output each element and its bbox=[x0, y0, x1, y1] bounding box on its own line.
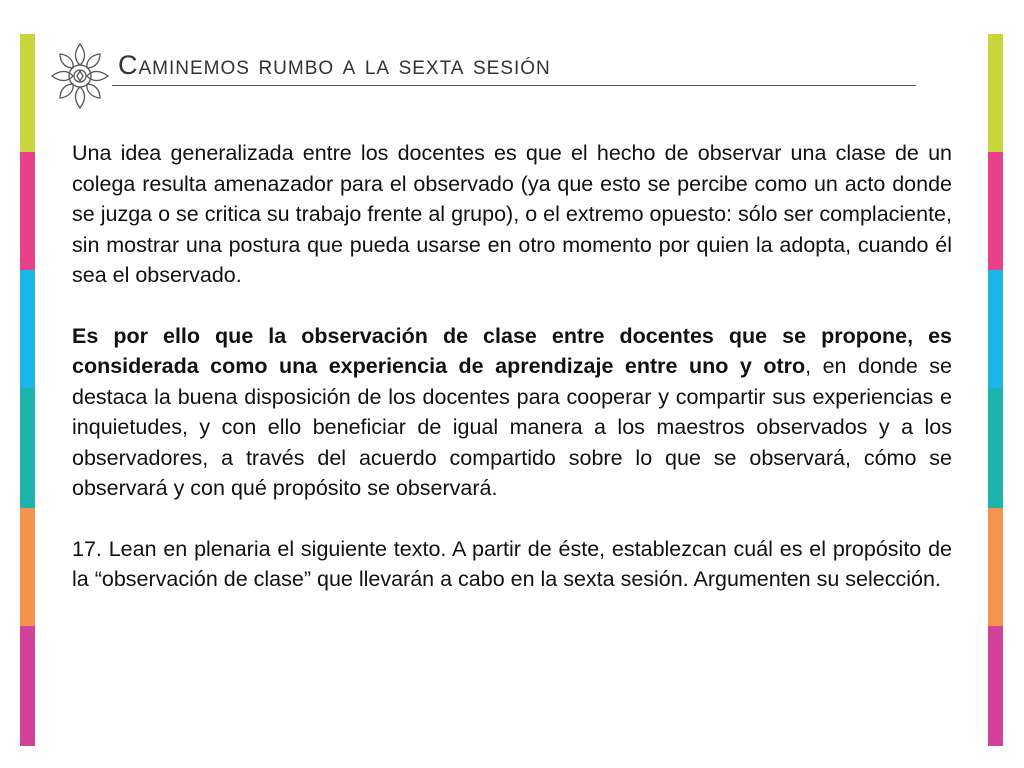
stripe-segment-blue bbox=[20, 270, 35, 388]
stripe-segment-orange bbox=[988, 508, 1003, 626]
paragraph-2 bbox=[72, 321, 952, 504]
stripe-segment-lime bbox=[988, 34, 1003, 152]
stripe-segment-blue bbox=[988, 270, 1003, 388]
stripe-segment-orange bbox=[20, 508, 35, 626]
stripe-segment-teal bbox=[20, 388, 35, 508]
page-title: Caminemos rumbo a la sexta sesión bbox=[118, 50, 551, 80]
title-divider bbox=[112, 85, 916, 86]
stripe-segment-teal bbox=[988, 388, 1003, 508]
paragraph-2-bold: Es por ello que la observación de clase entre docentes que se propone, es considerada como una experiencia de aprendizaje entre uno y otro bbox=[72, 323, 952, 378]
stripe-segment-magenta bbox=[20, 626, 35, 746]
right-color-stripe bbox=[988, 34, 1003, 746]
stripe-segment-lime bbox=[20, 34, 35, 152]
paragraph-2-rest: , en donde se destaca la buena disposición de los docentes para cooperar y compartir sus experiencias e inquietudes, y con ello beneficiar de igual manera a los maestros observados y a los observadores, a través del acuerdo compartido sobre lo que se observará, cómo se observará y con qué propósito se observará. bbox=[72, 354, 952, 500]
stripe-segment-pink bbox=[20, 152, 35, 270]
left-color-stripe bbox=[20, 34, 35, 746]
paragraph-3-activity: 17. Lean en plenaria el siguiente texto. A partir de éste, establezcan cuál es el propósito de la “observación de clase” que llevarán a cabo en la sexta sesión. Argumenten su selección. bbox=[72, 536, 952, 591]
paragraph-1: Una idea generalizada entre los docentes es que el hecho de observar una clase de un colega resulta amenazador para el observado (ya que esto se percibe como un acto donde se juzga o se critica su trabajo frente al grupo), o el extremo opuesto: sólo ser complaciente, sin mostrar una postura que pueda usarse en otro momento por quien la adopta, cuando él sea el observado. bbox=[72, 141, 952, 287]
stripe-segment-magenta bbox=[988, 626, 1003, 746]
stripe-segment-pink bbox=[988, 152, 1003, 270]
flower-mandala-icon bbox=[48, 40, 112, 112]
document-body bbox=[72, 138, 952, 595]
